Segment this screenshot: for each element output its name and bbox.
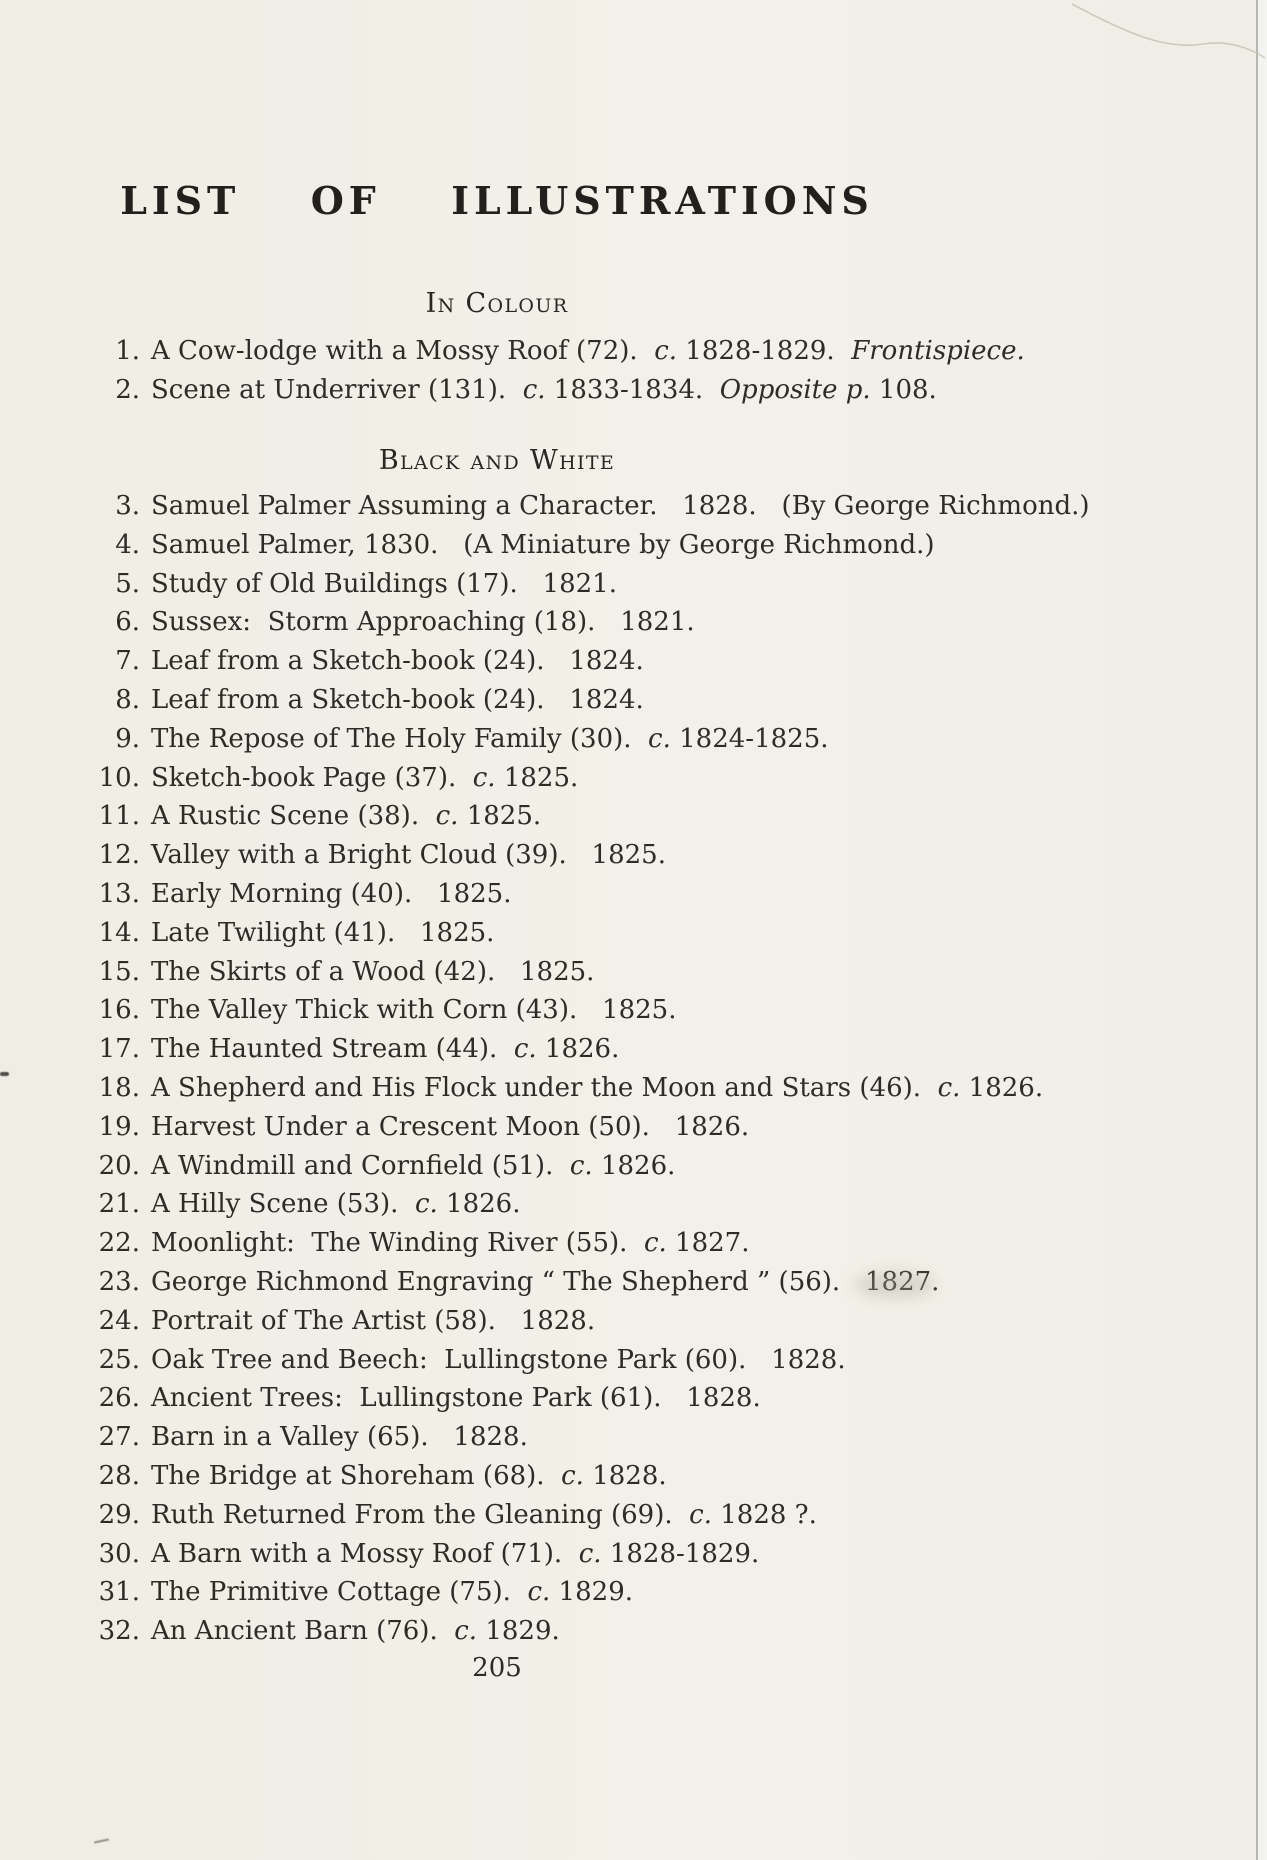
list-item [94, 1612, 1100, 1651]
item-text: Moonlight: The Winding River (55). c. 1827. [151, 1228, 750, 1259]
item-text: Barn in a Valley (65). 1828. [151, 1422, 528, 1453]
item-text: A Cow-lodge with a Mossy Roof (72). c. 1828-1829. Frontispiece. [151, 336, 1025, 366]
page-title: LIST OF ILLUSTRATIONS [120, 178, 874, 223]
list-item [94, 953, 1100, 992]
page-edge-shadow [1256, 0, 1267, 1860]
item-text: An Ancient Barn (76). c. 1829. [151, 1616, 560, 1647]
page-number: 205 [472, 1653, 522, 1683]
list-item [94, 1185, 1100, 1224]
list-item [94, 371, 1100, 410]
item-text: The Repose of The Holy Family (30). c. 1824-1825. [151, 723, 829, 754]
list-item [94, 836, 1100, 875]
list-item [94, 1341, 1100, 1380]
item-number: 22. [98, 1228, 140, 1259]
item-number: 20. [98, 1150, 140, 1181]
item-number: 10. [98, 762, 140, 793]
list-item [94, 1535, 1100, 1574]
item-number: 13. [98, 878, 140, 909]
item-text: A Hilly Scene (53). c. 1826. [151, 1189, 521, 1220]
list-item [94, 332, 1100, 371]
list-item [94, 720, 1100, 759]
illustration-list-black-and-white [0, 487, 1100, 1651]
item-text: A Shepherd and His Flock under the Moon and Stars (46). c. 1826. [151, 1072, 1044, 1103]
list-item [94, 991, 1100, 1030]
item-number: 5. [115, 568, 140, 599]
item-number: 31. [98, 1577, 140, 1608]
item-text: Samuel Palmer Assuming a Character. 1828. (By George Richmond.) [151, 491, 1090, 521]
item-number: 15. [98, 956, 140, 987]
list-item [94, 1030, 1100, 1069]
item-text: Ruth Returned From the Gleaning (69). c. 1828 ?. [151, 1499, 817, 1530]
item-text: A Barn with a Mossy Roof (71). c. 1828-1829. [151, 1538, 760, 1569]
smudge-artifact [855, 1272, 935, 1298]
item-text: Scene at Underriver (131). c. 1833-1834. Opposite p. 108. [151, 374, 937, 405]
item-number: 21. [98, 1189, 140, 1220]
item-text: Ancient Trees: Lullingstone Park (61). 1828. [151, 1383, 761, 1414]
item-number: 29. [98, 1499, 140, 1530]
item-number: 23. [98, 1266, 140, 1297]
item-number: 28. [98, 1460, 140, 1491]
item-number: 3. [115, 491, 140, 521]
list-item [94, 759, 1100, 798]
item-text: Leaf from a Sketch-book (24). 1824. [151, 684, 644, 715]
item-text: Harvest Under a Crescent Moon (50). 1826. [151, 1111, 750, 1142]
illustration-list-colour [0, 332, 1100, 410]
item-number: 7. [115, 646, 140, 677]
item-number: 6. [115, 607, 140, 638]
list-item [94, 797, 1100, 836]
list-item [94, 1457, 1100, 1496]
item-number: 14. [98, 917, 140, 948]
item-number: 4. [115, 529, 140, 560]
item-text: Oak Tree and Beech: Lullingstone Park (60). 1828. [151, 1344, 846, 1375]
item-number: 9. [115, 723, 140, 754]
list-item [94, 1263, 1100, 1302]
list-item [94, 1379, 1100, 1418]
item-text: Leaf from a Sketch-book (24). 1824. [151, 646, 644, 677]
list-item [94, 1418, 1100, 1457]
item-number: 18. [98, 1072, 140, 1103]
list-item [94, 1496, 1100, 1535]
section-heading-black-and-white: Black and White [378, 445, 616, 476]
list-item [94, 603, 1100, 642]
list-item [94, 1302, 1100, 1341]
list-item [94, 1224, 1100, 1263]
item-number: 19. [98, 1111, 140, 1142]
item-number: 11. [98, 801, 140, 832]
item-text: Sketch-book Page (37). c. 1825. [151, 762, 579, 793]
item-number: 27. [98, 1422, 140, 1453]
item-text: Study of Old Buildings (17). 1821. [151, 568, 617, 599]
item-text: Late Twilight (41). 1825. [151, 917, 495, 948]
list-item [94, 681, 1100, 720]
item-text: The Bridge at Shoreham (68). c. 1828. [151, 1460, 667, 1491]
list-item [94, 526, 1100, 565]
item-text: Sussex: Storm Approaching (18). 1821. [151, 607, 695, 638]
item-number: 32. [98, 1616, 140, 1647]
item-text: A Windmill and Cornfield (51). c. 1826. [151, 1150, 676, 1181]
list-item [94, 1147, 1100, 1186]
item-number: 2. [115, 374, 140, 405]
item-number: 25. [98, 1344, 140, 1375]
list-item [94, 1108, 1100, 1147]
scanner-hair-artifact [0, 0, 1267, 120]
item-text: The Primitive Cottage (75). c. 1829. [151, 1577, 633, 1608]
item-number: 16. [98, 995, 140, 1026]
item-text: Valley with a Bright Cloud (39). 1825. [151, 840, 666, 871]
item-text: Portrait of The Artist (58). 1828. [151, 1305, 596, 1336]
item-text: George Richmond Engraving “ The Shepherd ” (56). 1827. [151, 1266, 940, 1297]
pencil-mark [94, 1838, 109, 1843]
item-number: 30. [98, 1538, 140, 1569]
list-item [94, 914, 1100, 953]
item-number: 17. [98, 1034, 140, 1065]
list-item [94, 1069, 1100, 1108]
list-item [94, 565, 1100, 604]
item-number: 12. [98, 840, 140, 871]
item-number: 1. [115, 336, 140, 366]
list-item [94, 487, 1100, 526]
list-item [94, 875, 1100, 914]
item-number: 24. [98, 1305, 140, 1336]
item-text: The Skirts of a Wood (42). 1825. [151, 956, 595, 987]
list-item [94, 1573, 1100, 1612]
item-text: A Rustic Scene (38). c. 1825. [151, 801, 542, 832]
item-text: Samuel Palmer, 1830. (A Miniature by George Richmond.) [151, 529, 935, 560]
item-text: The Valley Thick with Corn (43). 1825. [151, 995, 677, 1026]
ink-speck [0, 1072, 9, 1076]
item-number: 8. [115, 684, 140, 715]
section-heading-in-colour: In Colour [425, 288, 569, 319]
item-number: 26. [98, 1383, 140, 1414]
list-item [94, 642, 1100, 681]
item-text: The Haunted Stream (44). c. 1826. [151, 1034, 620, 1065]
item-text: Early Morning (40). 1825. [151, 878, 512, 909]
